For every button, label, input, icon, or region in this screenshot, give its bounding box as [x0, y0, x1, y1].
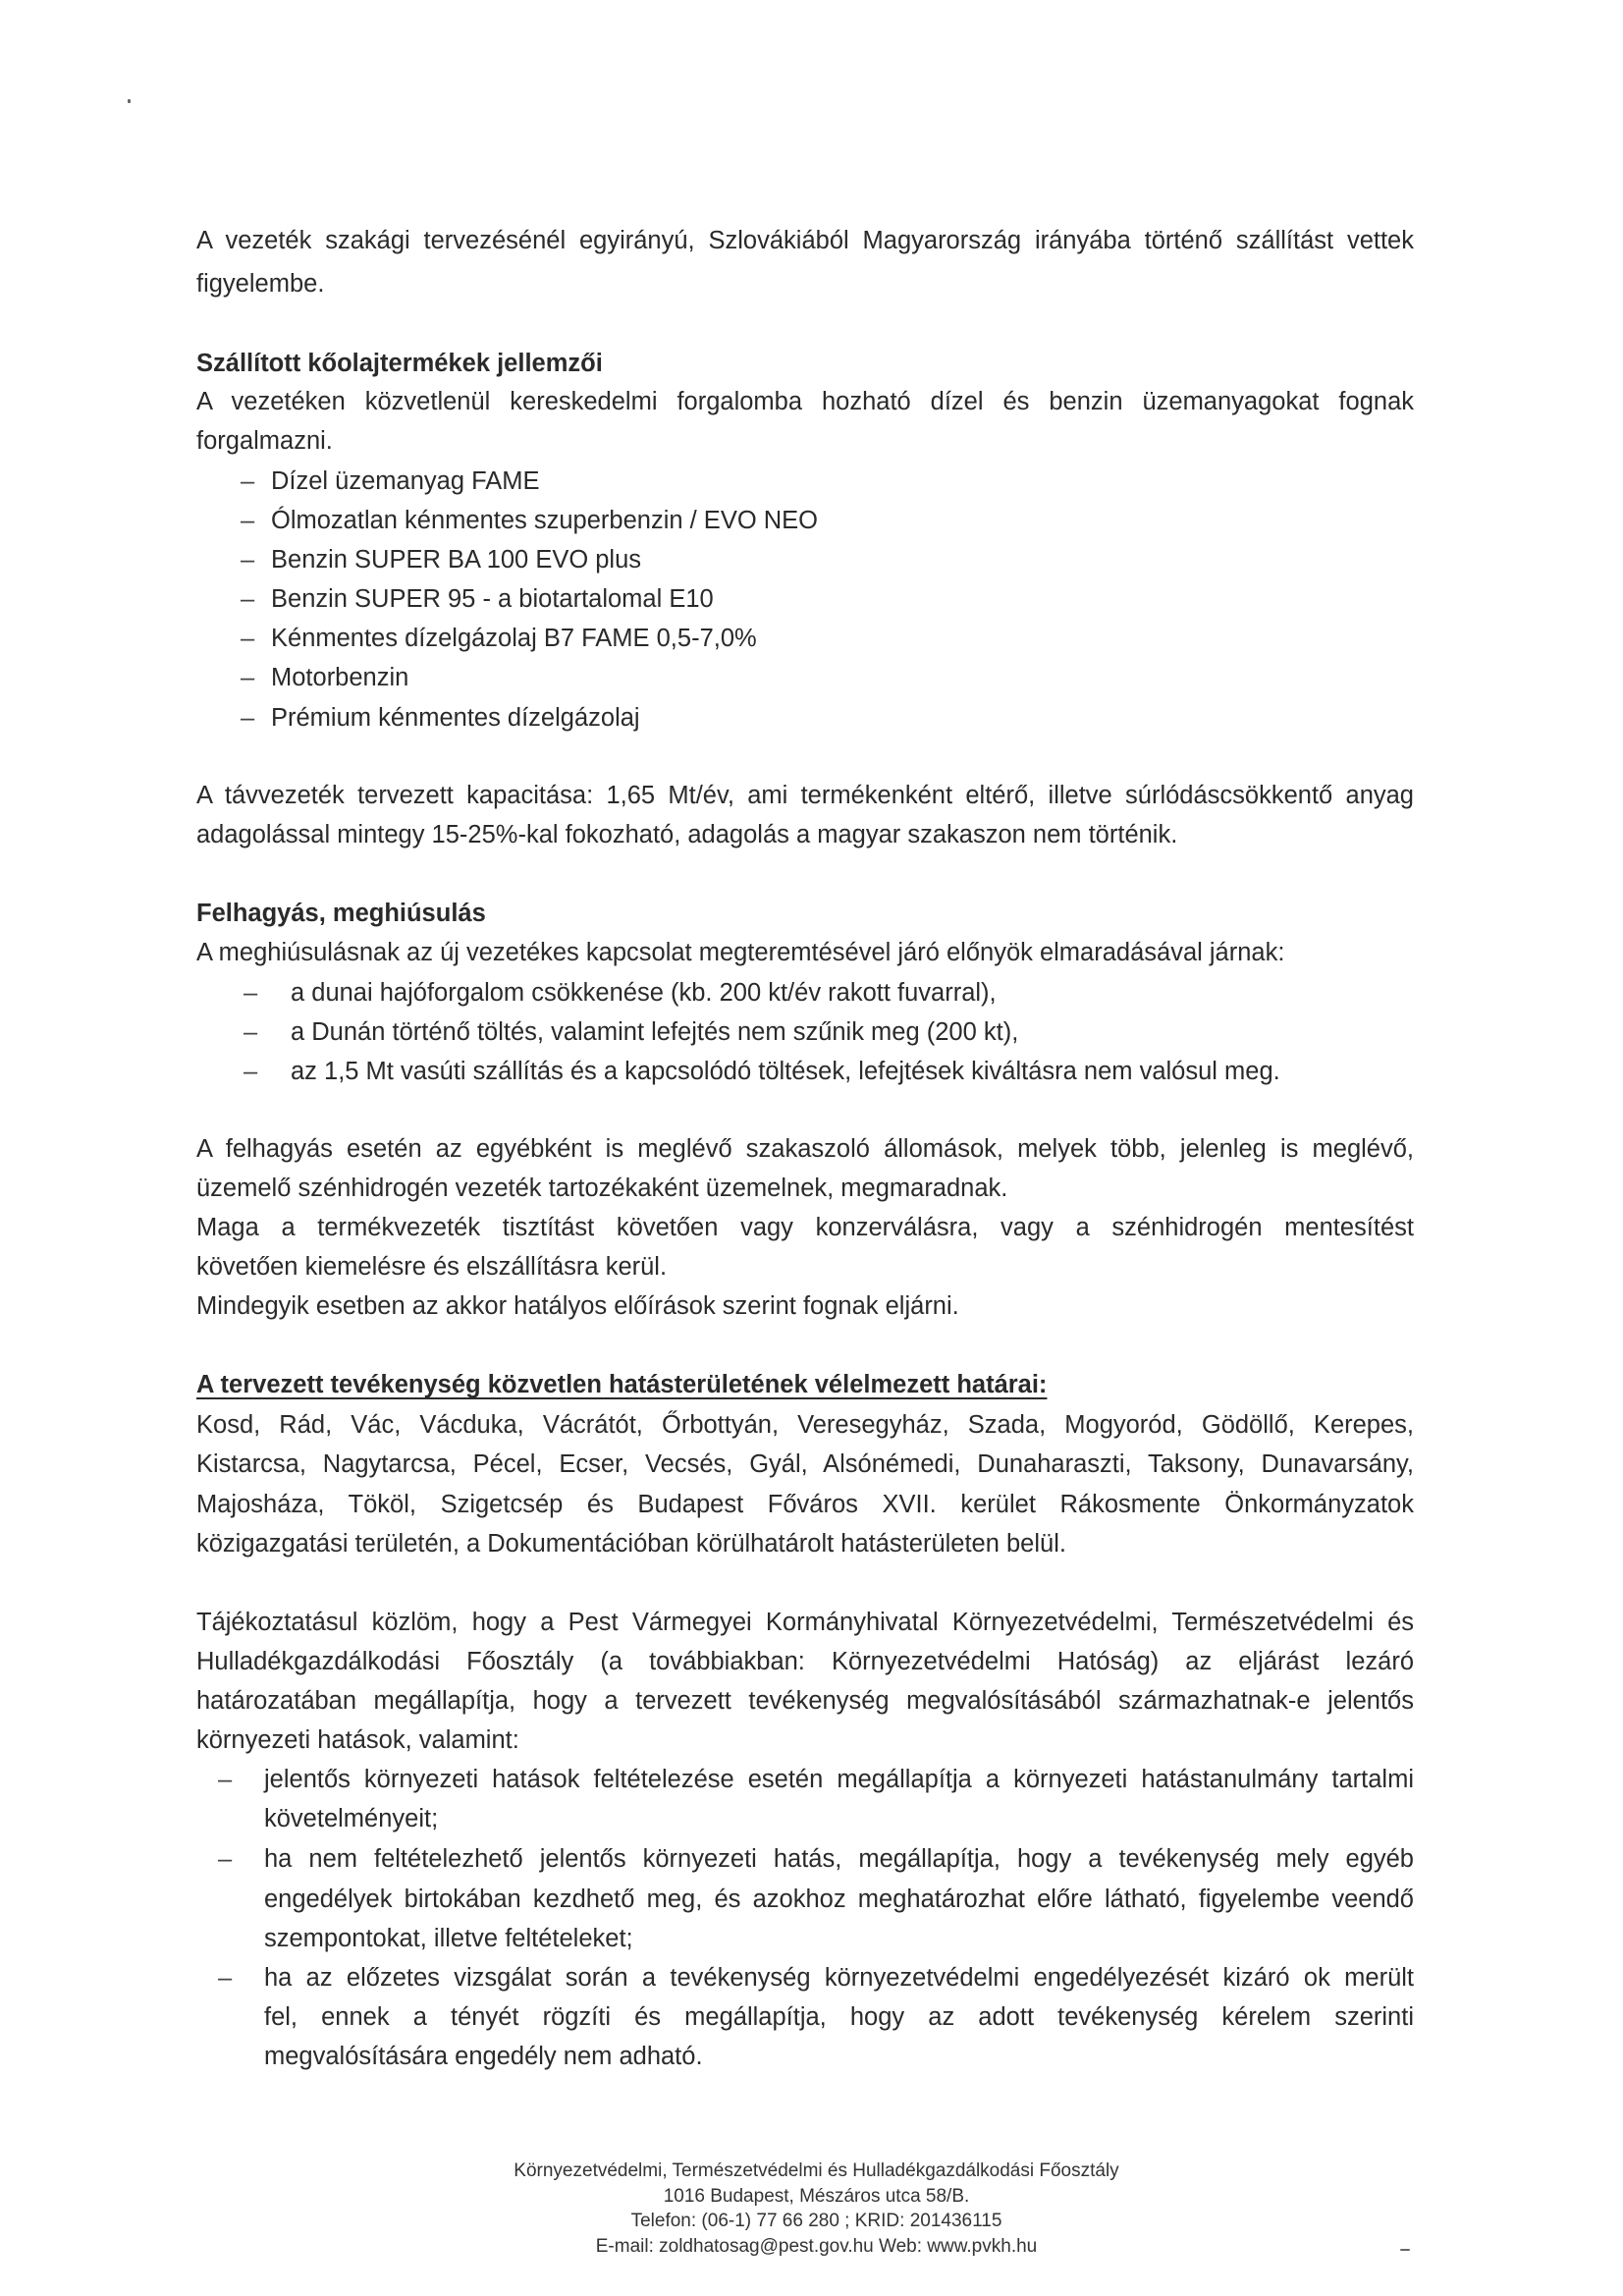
section-heading-impact-area: A tervezett tevékenység közvetlen hatásterületének vélelmezett határai: [196, 1371, 1048, 1398]
impact-area-line-2: Kistarcsa, Nagytarcsa, Pécel, Ecser, Vecsés, Gyál, Alsónémedi, Dunaharaszti, Taksony, Dunavarsány, [196, 1450, 1414, 1478]
impact-area-line-1: Kosd, Rád, Vác, Vácduka, Vácrátót, Őrbottyán, Veresegyház, Szada, Mogyoród, Gödöllő, Kerepes, [196, 1411, 1414, 1439]
list-dash: – [243, 979, 258, 1007]
scan-speck [1400, 2249, 1410, 2251]
list-item-line: ha az előzetes vizsgálat során a tevékenység környezetvédelmi engedélyezését kizáró ok merült [264, 1964, 1414, 1992]
abandonment-para-line-3: Maga a termékvezeték tisztítást követően vagy konzerválásra, vagy a szénhidrogén mentesítést [196, 1214, 1414, 1241]
list-item-line: ha nem feltételezhető jelentős környezeti hatás, megállapítja, hogy a tevékenység mely egyéb [264, 1845, 1414, 1873]
list-item-line: jelentős környezeti hatások feltételezése esetén megállapítja a környezeti hatástanulmány tartalmi [264, 1766, 1414, 1793]
capacity-line-2: adagolással mintegy 15-25%-kal fokozható, adagolás a magyar szakaszon nem történik. [196, 821, 1178, 848]
list-item: az 1,5 Mt vasúti szállítás és a kapcsolódó töltések, lefejtések kiváltásra nem valósul meg. [291, 1058, 1280, 1085]
list-dash: – [243, 1018, 258, 1046]
list-dash: – [241, 467, 255, 495]
list-item: Motorbenzin [271, 664, 409, 691]
list-item: Ólmozatlan kénmentes szuperbenzin / EVO NEO [271, 507, 819, 534]
section-heading-products: Szállított kőolajtermékek jellemzői [196, 350, 603, 377]
list-dash: – [241, 585, 255, 613]
footer-address: 1016 Budapest, Mészáros utca 58/B. [663, 2186, 970, 2207]
abandonment-intro: A meghiúsulásnak az új vezetékes kapcsolat megteremtésével járó előnyök elmaradásával járnak: [196, 939, 1285, 966]
list-dash: – [241, 664, 255, 691]
list-dash: – [241, 625, 255, 652]
list-item-line: engedélyek birtokában kezdhető meg, és azokhoz meghatározhat előre látható, figyelembe veendő [264, 1886, 1414, 1913]
list-dash: – [241, 507, 255, 534]
list-dash: – [241, 704, 255, 732]
intro-line-2: figyelembe. [196, 270, 325, 298]
information-line-4: környezeti hatások, valamint: [196, 1726, 519, 1754]
information-line-2: Hulladékgazdálkodási Főosztály (a továbbiakban: Környezetvédelmi Hatóság) az eljárást lezáró [196, 1648, 1414, 1675]
scan-speck [128, 99, 131, 103]
abandonment-para-line-1: A felhagyás esetén az egyébként is meglévő szakaszoló állomások, melyek több, jelenleg is meglévő, [196, 1135, 1414, 1163]
list-item: Benzin SUPER 95 - a biotartalomal E10 [271, 585, 714, 613]
footer-department: Környezetvédelmi, Természetvédelmi és Hulladékgazdálkodási Főosztály [514, 2160, 1119, 2181]
capacity-line-1: A távvezeték tervezett kapacitása: 1,65 Mt/év, ami termékenként eltérő, illetve súrlódáscsökkentő anyag [196, 782, 1414, 809]
list-item: a Dunán történő töltés, valamint lefejtés nem szűnik meg (200 kt), [291, 1018, 1019, 1046]
footer-phone: Telefon: (06-1) 77 66 280 ; KRID: 201436115 [630, 2211, 1002, 2231]
footer-contact: E-mail: zoldhatosag@pest.gov.hu Web: www.pvkh.hu [595, 2236, 1038, 2257]
list-item: a dunai hajóforgalom csökkenése (kb. 200 kt/év rakott fuvarral), [291, 979, 997, 1007]
list-item-line: követelményeit; [264, 1805, 439, 1832]
list-dash: – [218, 1845, 233, 1873]
list-item-line: szempontokat, illetve feltételeket; [264, 1925, 633, 1952]
list-dash: – [218, 1964, 233, 1992]
section-heading-abandonment: Felhagyás, meghiúsulás [196, 900, 486, 927]
products-para-line-2: forgalmazni. [196, 427, 333, 455]
impact-area-line-4: közigazgatási területén, a Dokumentációban körülhatárolt hatásterületen belül. [196, 1530, 1066, 1558]
list-item-line: megvalósítására engedély nem adható. [264, 2043, 703, 2070]
list-dash: – [218, 1766, 233, 1793]
abandonment-para-line-2: üzemelő szénhidrogén vezeték tartozékaként üzemelnek, megmaradnak. [196, 1175, 1008, 1202]
list-item: Benzin SUPER BA 100 EVO plus [271, 546, 642, 574]
intro-line-1: A vezeték szakági tervezésénél egyirányú, Szlovákiából Magyarország irányába történő szállítást vettek [196, 227, 1414, 254]
products-para-line-1: A vezetéken közvetlenül kereskedelmi forgalomba hozható dízel és benzin üzemanyagokat fognak [196, 388, 1414, 415]
list-dash: – [243, 1058, 258, 1085]
information-line-3: határozatában megállapítja, hogy a tervezett tevékenység megvalósításából származhatnak-e jelentős [196, 1687, 1414, 1715]
list-item-line: fel, ennek a tényét rögzíti és megállapítja, hogy az adott tevékenység kérelem szerinti [264, 2003, 1414, 2031]
list-item: Dízel üzemanyag FAME [271, 467, 540, 495]
abandonment-para-line-4: követően kiemelésre és elszállításra kerül. [196, 1253, 668, 1281]
list-item: Kénmentes dízelgázolaj B7 FAME 0,5-7,0% [271, 625, 757, 652]
impact-area-line-3: Majosháza, Tököl, Szigetcsép és Budapest Főváros XVII. kerület Rákosmente Önkormányzatok [196, 1491, 1414, 1518]
list-dash: – [241, 546, 255, 574]
list-item: Prémium kénmentes dízelgázolaj [271, 704, 640, 732]
information-line-1: Tájékoztatásul közlöm, hogy a Pest Vármegyei Kormányhivatal Környezetvédelmi, Természetvédelmi és [196, 1609, 1414, 1636]
abandonment-para-line-5: Mindegyik esetben az akkor hatályos előírások szerint fognak eljárni. [196, 1292, 959, 1320]
